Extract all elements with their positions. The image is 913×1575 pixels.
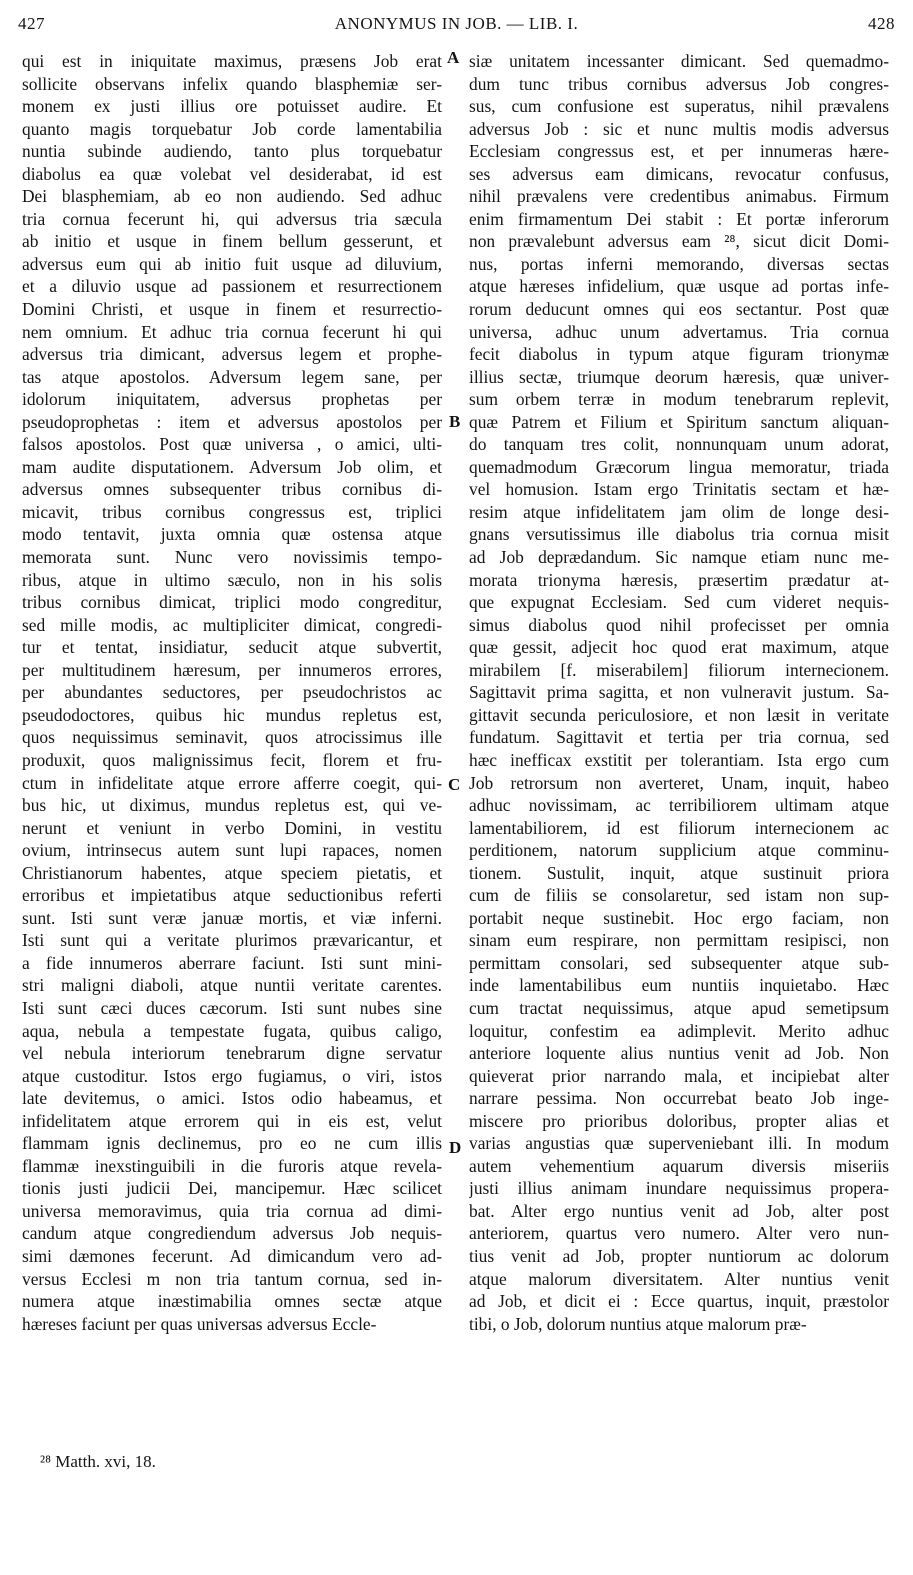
right-column-line: dum tunc tribus cornibus adversus Job congres- bbox=[469, 73, 889, 94]
running-title: ANONYMUS IN JOB. — LIB. I. bbox=[334, 14, 579, 33]
margin-letter-d: D bbox=[449, 1138, 462, 1157]
right-column-line: permittam consolari, sed subsequenter atque sub- bbox=[469, 952, 889, 973]
left-column-line: bus hic, ut diximus, mundus repletus est, qui ve- bbox=[22, 795, 442, 816]
right-column-line: fundatum. Sagittavit et tertia per tria cornua, sed bbox=[469, 727, 889, 748]
left-column-line: qui est in iniquitate maximus, præsens Job erat bbox=[22, 51, 442, 71]
left-column-line: micavit, tribus cornibus congressus est, triplici bbox=[22, 501, 442, 522]
right-column-line: portabit neque sustinebit. Hoc ergo faciam, non bbox=[469, 907, 889, 928]
right-column-line: illius sectæ, triumque deorum hæresis, quæ univer- bbox=[469, 366, 889, 387]
left-column-line: adversus eum qui ab initio fuit usque ad diluvium, bbox=[22, 253, 442, 274]
right-column-line: simus diabolus quod nihil profecisset per omnia bbox=[469, 614, 889, 635]
left-column-line: quos nequissimus seminavit, quos atrocissimus ille bbox=[22, 727, 442, 748]
left-column-line: Christianorum habentes, atque speciem pietatis, et bbox=[22, 862, 442, 883]
margin-letter-c: C bbox=[448, 775, 461, 794]
left-column-line: sed mille modis, ac multipliciter dimicat, congredi- bbox=[22, 614, 442, 635]
left-column-line: numera atque inæstimabilia omnes sectæ atque bbox=[22, 1291, 442, 1312]
left-column-line: sollicite observans infelix quando blasphemiæ ser- bbox=[22, 73, 442, 94]
right-column-line: loquitur, confestim ea adimplevit. Merito adhuc bbox=[469, 1020, 889, 1041]
left-column-line: Isti sunt cæci duces cæcorum. Isti sunt nubes sine bbox=[22, 997, 442, 1018]
right-column-line: lamentabiliorem, id est filiorum internecionem ac bbox=[469, 817, 889, 838]
right-column bbox=[469, 50, 889, 1335]
right-column-line: mirabilem [f. miserabilem] filiorum internecionem. bbox=[469, 659, 889, 680]
left-column-line: nerunt et veniunt in verbo Domini, in vestitu bbox=[22, 817, 442, 838]
left-column-line: ab initio et usque in finem bellum gesserunt, et bbox=[22, 231, 442, 252]
right-column-line: morata trionyma hæresis, præsertim prædatur at- bbox=[469, 569, 889, 590]
left-column-line: adversus omnes subsequenter tribus cornibus di- bbox=[22, 479, 442, 500]
right-column-line: hæc inefficax exstitit per tolerantiam. Ista ergo cum bbox=[469, 749, 889, 770]
left-column-line: tas atque apostolos. Adversum legem sane, per bbox=[22, 366, 442, 387]
left-column-line: monem ex justi illius ore potuisset audire. Et bbox=[22, 96, 442, 117]
left-column-line: idolorum iniquitatem, adversus prophetas per bbox=[22, 389, 442, 410]
right-column-line: cum de filiis se consolaretur, sed istam non sup- bbox=[469, 885, 889, 906]
right-column-line: tionem. Sustulit, inquit, atque sustinuit priora bbox=[469, 862, 889, 883]
left-column-line: hæreses faciunt per quas universas adversus Eccle- bbox=[22, 1313, 377, 1334]
left-column-line: late devitemus, o amici. Istos odio habeamus, et bbox=[22, 1088, 442, 1109]
left-column-line: pseudodoctores, quibus hic mundus repletus est, bbox=[22, 704, 442, 725]
left-column-line: memorata sunt. Nunc vero novissimis tempo- bbox=[22, 547, 442, 568]
left-column-line: versus Ecclesi m non tria tantum cornua, sed in- bbox=[22, 1268, 442, 1289]
left-column-line: falsos apostolos. Post quæ universa , o amici, ulti- bbox=[22, 434, 442, 455]
left-column-line: Domini Christi, et usque in finem et resurrectio- bbox=[22, 299, 442, 320]
left-column-line: tur et tentat, insidiatur, seducit atque subvertit, bbox=[22, 637, 442, 658]
right-column-line: adversus Job : sic et nunc multis modis adversus bbox=[469, 118, 889, 139]
left-column-line: erroribus et impietatibus atque seductionibus referti bbox=[22, 885, 442, 906]
right-column-line: atque hæreses infidelium, quæ usque ad portas infe- bbox=[469, 276, 889, 297]
left-column-line: stri maligni diaboli, atque nuntii veritate carentes. bbox=[22, 975, 442, 996]
left-column-line: aqua, nebula a tempestate fugata, quibus caligo, bbox=[22, 1020, 442, 1041]
left-column-line: ovium, intrinsecus autem sunt lupi rapaces, nomen bbox=[22, 840, 442, 861]
left-column-line: ctum in infidelitate atque errore afferre coegit, qui- bbox=[22, 772, 442, 793]
left-column-line: tria cornua fecerunt hi, qui adversus tria sæcula bbox=[22, 208, 442, 229]
footnote: ²⁸ Matth. xvi, 18. bbox=[40, 1452, 156, 1471]
left-column-line: produxit, quos malignissimus fecit, florem et fru- bbox=[22, 749, 442, 770]
left-page-number: 427 bbox=[18, 14, 45, 33]
right-column-line: fecit diabolus in typum atque figuram trionymæ bbox=[469, 344, 889, 365]
right-column-line: gittavit secunda periculosiore, et non læsit in veritate bbox=[469, 704, 889, 725]
left-column-line: infidelitatem atque errorem qui in eis est, velut bbox=[22, 1110, 442, 1131]
right-column-line: sus, cum confusione est superatus, nihil prævalens bbox=[469, 96, 889, 117]
left-column-line: adversus tria dimicant, adversus legem et prophe- bbox=[22, 344, 442, 365]
margin-letter-b: B bbox=[449, 412, 461, 431]
right-column-line: ad Job, et dicit ei : Ecce quartus, inquit, præstolor bbox=[469, 1291, 889, 1312]
left-column-line: sunt. Isti sunt veræ januæ mortis, et viæ inferni. bbox=[22, 907, 442, 928]
left-column-line: atque custoditur. Istos ergo fugiamus, o viri, istos bbox=[22, 1065, 442, 1086]
right-column-line: gnans versutissimus ille diabolus tria cornua misit bbox=[469, 524, 889, 545]
right-column-line: inde lamentabilibus eum nuntiis inquietabo. Hæc bbox=[469, 975, 889, 996]
right-column-line: Ecclesiam congressus est, et per innumeras hære- bbox=[469, 141, 889, 162]
left-column-line: nuntia subinde audiendo, tanto plus torquebatur bbox=[22, 141, 442, 162]
left-column-line: pseudoprophetas : item et adversus apostolos per bbox=[22, 411, 442, 432]
right-column-line: non prævalebunt adversus eam ²⁸, sicut dicit Domi- bbox=[469, 231, 889, 252]
left-column-line: modo tentavit, juxta omnia quæ ostensa atque bbox=[22, 524, 442, 545]
left-column-line: ribus, atque in ultimo sæculo, non in his solis bbox=[22, 569, 442, 590]
left-column-line: simi dæmones fecerunt. Ad dimicandum vero ad- bbox=[22, 1245, 442, 1266]
right-column-line: anteriorem, quartus vero numero. Alter vero nun- bbox=[469, 1223, 889, 1244]
right-column-line: nus, portas inferni memorando, diversas sectas bbox=[469, 253, 889, 274]
right-column-line: Job retrorsum non averteret, Unam, inquit, habeo bbox=[469, 772, 889, 793]
right-column-line: perditionem, natorum supplicium atque comminu- bbox=[469, 840, 889, 861]
right-column-line: rorum deducunt omnes qui eos sectantur. Post quæ bbox=[469, 299, 889, 320]
left-column-line: a fide innumeros aberrare faciunt. Isti sunt mini- bbox=[22, 952, 442, 973]
right-column-line: enim firmamentum Dei stabit : Et portæ inferorum bbox=[469, 208, 889, 229]
right-column-line: narrare pessima. Non occurrebat beato Job inge- bbox=[469, 1088, 889, 1109]
right-column-line: atque malorum diversitatem. Alter nuntius venit bbox=[469, 1268, 889, 1289]
left-column-line: et a diluvio usque ad passionem et resurrectionem bbox=[22, 276, 442, 297]
right-column-line: Sagittavit prima sagitta, et non vulneravit justum. Sa- bbox=[469, 682, 889, 703]
right-column-line: resim atque infidelitatem jam olim de longe desi- bbox=[469, 501, 889, 522]
right-column-line: quemadmodum Græcorum lingua memoratur, triada bbox=[469, 456, 889, 477]
left-column-line: tionis justi judicii Dei, mancipemur. Hæc scilicet bbox=[22, 1178, 442, 1199]
right-column-line: bat. Alter ergo nuntius venit ad Job, alter post bbox=[469, 1200, 889, 1221]
left-column-line: nem omnium. Et adhuc tria cornua fecerunt hi qui bbox=[22, 321, 442, 342]
right-column-line: cum tractat nequissimus, atque apud semetipsum bbox=[469, 997, 889, 1018]
right-column-line: tibi, o Job, dolorum nuntius atque malorum præ- bbox=[469, 1313, 807, 1334]
left-column-line: Dei blasphemiam, ab eo non audiendo. Sed adhuc bbox=[22, 186, 442, 207]
right-column-line: ses adversus eam dimicans, revocatur confusus, bbox=[469, 163, 889, 184]
left-column-line: universa memoravimus, quia tria cornua ad dimi- bbox=[22, 1200, 442, 1221]
right-column-line: nihil prævalens vere credentibus animabus. Firmum bbox=[469, 186, 889, 207]
right-column-line: sum orbem terræ in modum tenebrarum replevit, bbox=[469, 389, 889, 410]
right-column-line: vel homusion. Istam ergo Trinitatis sectam et hæ- bbox=[469, 479, 889, 500]
right-column-line: anteriore loquente alius nuntius venit ad Job. Non bbox=[469, 1043, 889, 1064]
left-column-line: Isti sunt qui a veritate plurimos prævaricantur, et bbox=[22, 930, 442, 951]
right-column-line: que expugnat Ecclesiam. Sed cum videret nequis- bbox=[469, 592, 889, 613]
left-column-line: per abundantes seductores, per pseudochristos ac bbox=[22, 682, 442, 703]
right-column-line: quieverat prior narrando mala, et incipiebat alter bbox=[469, 1065, 889, 1086]
right-column-line: ad Job deprædandum. Sic namque etiam nunc me- bbox=[469, 547, 889, 568]
left-column-line: mam audite disputationem. Adversum Job olim, et bbox=[22, 456, 442, 477]
left-column-line: candum atque congrediendum adversus Job nequis- bbox=[22, 1223, 442, 1244]
right-column-line: universa, adhuc unum advertamus. Tria cornua bbox=[469, 321, 889, 342]
right-column-line: justi illius animam inundare nequissimus propera- bbox=[469, 1178, 889, 1199]
right-column-line: adhuc novissimam, ac terribiliorem ultimam atque bbox=[469, 795, 889, 816]
right-column-line: siæ unitatem incessanter dimicant. Sed quemadmo- bbox=[469, 51, 889, 71]
right-column-line: varias angustias quæ superveniebant illi. In modum bbox=[469, 1133, 889, 1154]
right-column-line: do tanquam tres colit, nonnunquam unum adorat, bbox=[469, 434, 889, 455]
left-column-line: flammæ inexstinguibili in die furoris atque revela- bbox=[22, 1155, 442, 1176]
left-column-line: diabolus ea quæ volebat vel desiderabat, id est bbox=[22, 163, 442, 184]
right-column-line: sinam eum respirare, non permittam resipisci, non bbox=[469, 930, 889, 951]
left-column-line: tribus cornibus dimicat, triplici modo congreditur, bbox=[22, 592, 442, 613]
margin-letter-a: A bbox=[447, 48, 460, 67]
left-column-line: quanto magis torquebatur Job corde lamentabilia bbox=[22, 118, 442, 139]
left-column bbox=[22, 50, 442, 1335]
right-column-line: quæ gessit, adjecit hoc quod erat maximum, atque bbox=[469, 637, 889, 658]
right-page-number: 428 bbox=[868, 14, 895, 33]
left-column-line: vel nebula interiorum tenebrarum digne servatur bbox=[22, 1043, 442, 1064]
right-column-line: quæ Patrem et Filium et Spiritum sanctum aliquan- bbox=[469, 411, 889, 432]
left-column-line: flammam ignis declinemus, pro eo ne cum illis bbox=[22, 1133, 442, 1154]
left-column-line: per multitudinem hæresum, per innumeros errores, bbox=[22, 659, 442, 680]
right-column-line: autem vehementium aquarum diversis miseriis bbox=[469, 1155, 889, 1176]
right-column-line: miscere pro prioribus doloribus, propter alias et bbox=[469, 1110, 889, 1131]
right-column-line: tius venit ad Job, propter nuntiorum ac dolorum bbox=[469, 1245, 889, 1266]
